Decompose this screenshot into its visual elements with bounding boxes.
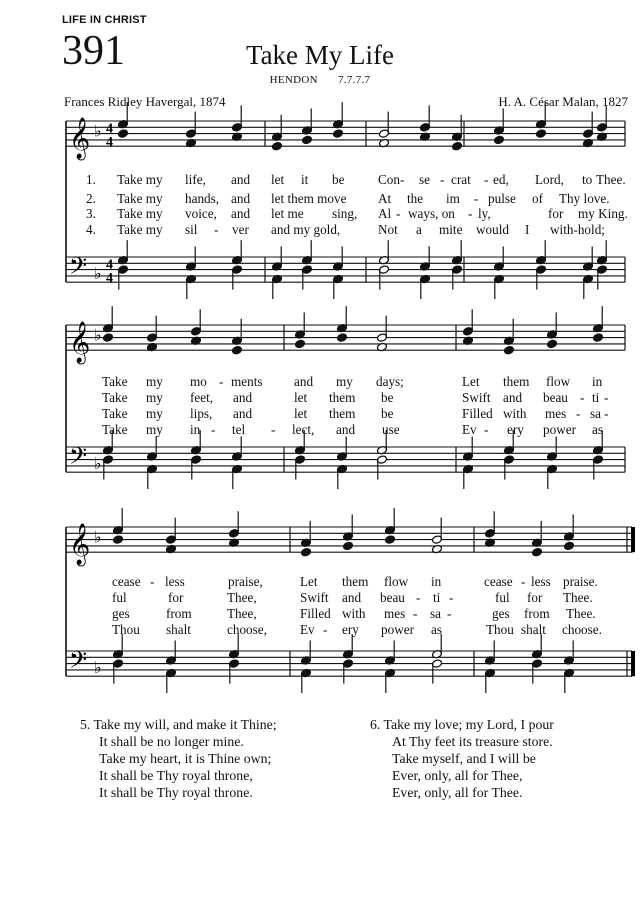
lyric-syllable: -: [484, 172, 489, 187]
music-composer: H. A. César Malan, 1827: [498, 94, 628, 109]
lyric-syllable: them: [329, 406, 356, 421]
lyric-syllable: ges: [112, 606, 130, 621]
final-barline: [631, 527, 635, 552]
lyric-syllable: power: [543, 422, 576, 437]
note-head: [118, 129, 129, 138]
lyric-syllable: my King.: [578, 206, 628, 221]
note-head: [564, 541, 575, 550]
verse-line: It shall be Thy royal throne.: [99, 785, 253, 800]
lyric-syllable: them: [329, 390, 356, 405]
lyric-syllable: Filled: [462, 406, 493, 421]
lyric-syllable: shalt: [166, 622, 191, 637]
final-barline: [631, 651, 635, 676]
lyric-syllable: Take: [102, 374, 128, 389]
lyric-syllable: let: [294, 390, 308, 405]
lyric-syllable: in: [431, 574, 442, 589]
lyric-syllable: -: [474, 191, 479, 206]
note-head: [232, 346, 243, 355]
lyric-syllable: less: [165, 574, 185, 589]
lyric-syllable: and: [294, 374, 314, 389]
lyric-syllable: feet,: [190, 390, 214, 405]
lyric-syllable: Con-: [378, 172, 405, 187]
lyric-syllable: Thee,: [227, 590, 257, 605]
verse-line: It shall be Thy royal throne,: [99, 768, 253, 783]
lyric-syllable: lips,: [190, 406, 213, 421]
lyric-syllable: Take: [102, 406, 128, 421]
lyric-syllable: -: [468, 206, 473, 221]
lyric-syllable: a: [416, 222, 422, 237]
lyric-syllable: less: [531, 574, 551, 589]
note-head: [295, 339, 306, 348]
lyric-syllable: as: [431, 622, 442, 637]
lyric-syllable: praise,: [228, 574, 263, 589]
lyric-syllable: -: [484, 422, 489, 437]
lyric-syllable: Swift: [300, 590, 329, 605]
lyric-syllable: -: [447, 606, 452, 621]
verse-line: Take myself, and I will be: [392, 751, 536, 766]
lyric-syllable: them: [342, 574, 369, 589]
lyric-syllable: ges: [492, 606, 510, 621]
lyric-syllable: crat: [451, 172, 471, 187]
lyric-syllable: it: [301, 172, 309, 187]
verse-line: Ever, only, all for Thee.: [392, 785, 523, 800]
lyric-syllable: ery: [507, 422, 524, 437]
lyric-syllable: tel: [232, 422, 246, 437]
bass-clef-icon: 𝄢: [69, 441, 88, 475]
lyric-syllable: -: [449, 590, 454, 605]
lyric-syllable: choose,: [227, 622, 267, 637]
verse-5: [80, 716, 277, 801]
lyric-syllable: and: [336, 422, 356, 437]
lyric-syllable: Let: [462, 374, 480, 389]
lyric-syllable: let me: [271, 206, 304, 221]
lyric-syllable: -: [521, 574, 526, 589]
lyric-syllable: and: [503, 390, 523, 405]
lyric-syllable: se: [419, 172, 430, 187]
lyric-syllable: voice,: [185, 206, 217, 221]
lyric-syllable: lect,: [292, 422, 315, 437]
flat-icon: ♭: [94, 527, 102, 547]
lyric-syllable: cease: [112, 574, 141, 589]
flat-icon: ♭: [94, 657, 102, 677]
lyric-syllable: Take: [102, 390, 128, 405]
note-head: [385, 535, 396, 544]
flat-icon: ♭: [94, 263, 102, 283]
lyric-syllable: ery: [342, 622, 359, 637]
note-head: [113, 535, 124, 544]
lyric-syllable: At: [378, 191, 392, 206]
lyric-syllable: I: [525, 222, 530, 237]
lyric-syllable: 2.: [86, 191, 96, 206]
lyric-syllable: of: [532, 191, 543, 206]
lyric-syllable: -: [323, 622, 328, 637]
note-head: [504, 346, 515, 355]
lyric-syllable: -: [150, 574, 155, 589]
note-head: [593, 333, 604, 342]
lyric-syllable: -: [604, 390, 609, 405]
hymn-title: Take My Life: [245, 40, 395, 70]
lyric-syllable: -: [416, 590, 421, 605]
bass-clef-icon: 𝄢: [69, 645, 88, 679]
lyric-syllable: my: [146, 406, 163, 421]
lyric-syllable: flow: [384, 574, 409, 589]
note-head: [536, 129, 547, 138]
lyric-syllable: power: [381, 622, 414, 637]
lyric-syllable: mes: [384, 606, 406, 621]
tune-name: HENDON: [269, 74, 318, 86]
note-head: [333, 129, 344, 138]
lyric-syllable: from: [166, 606, 192, 621]
lyric-syllable: let: [271, 172, 285, 187]
verse-line: Take my heart, it is Thine own;: [99, 751, 272, 766]
lyric-syllable: ti: [433, 590, 441, 605]
lyric-syllable: would: [476, 222, 509, 237]
lyric-syllable: and: [231, 191, 251, 206]
lyric-syllable: as: [592, 422, 603, 437]
note-head: [337, 333, 348, 342]
lyric-syllable: cease: [484, 574, 513, 589]
lyric-syllable: Al: [378, 206, 392, 221]
lyric-syllable: mo: [190, 374, 207, 389]
note-head: [272, 142, 283, 151]
verse-line: 5. Take my will, and make it Thine;: [80, 717, 277, 732]
lyric-syllable: ful: [112, 590, 127, 605]
lyric-syllable: hands,: [185, 191, 220, 206]
lyric-syllable: mes: [545, 406, 567, 421]
lyric-syllable: and: [231, 172, 251, 187]
lyric-syllable: ly,: [478, 206, 491, 221]
flat-icon: ♭: [94, 121, 102, 141]
flat-icon: ♭: [94, 325, 102, 345]
lyric-syllable: with: [503, 406, 527, 421]
verse-line: Ever, only, all for Thee,: [392, 768, 523, 783]
lyric-syllable: -: [604, 406, 609, 421]
lyric-syllable: Thee,: [227, 606, 257, 621]
lyric-syllable: Let: [300, 574, 318, 589]
note-head: [302, 135, 313, 144]
lyric-syllable: for: [548, 206, 564, 221]
time-signature-top: 4: [106, 121, 113, 137]
lyric-syllable: be: [381, 406, 394, 421]
lyric-syllable: with-hold;: [550, 222, 605, 237]
lyric-syllable: with: [342, 606, 366, 621]
lyric-syllable: -: [413, 606, 418, 621]
verse-line: At Thy feet its treasure store.: [392, 734, 553, 749]
lyric-syllable: 4.: [86, 222, 96, 237]
lyric-syllable: sil: [185, 222, 198, 237]
lyric-syllable: ti: [592, 390, 600, 405]
lyric-syllable: -: [576, 406, 581, 421]
time-signature-bottom: 4: [106, 135, 113, 151]
treble-clef-icon: 𝄞: [69, 118, 91, 160]
lyric-syllable: and: [342, 590, 362, 605]
bass-clef-icon: 𝄢: [69, 251, 88, 285]
lyric-syllable: mite: [439, 222, 463, 237]
lyric-syllable: Thy love.: [559, 191, 610, 206]
lyric-syllable: 1.: [86, 172, 96, 187]
section-heading: LIFE IN CHRIST: [62, 14, 147, 26]
note-head: [343, 541, 354, 550]
lyric-syllable: let: [294, 406, 308, 421]
lyric-syllable: Thou: [112, 622, 140, 637]
lyric-syllable: sing,: [332, 206, 358, 221]
lyric-syllable: Swift: [462, 390, 491, 405]
lyric-syllable: use: [382, 422, 400, 437]
lyric-syllable: the: [407, 191, 424, 206]
lyric-syllable: -: [271, 422, 276, 437]
lyric-syllable: Take my: [117, 191, 163, 206]
verse-line: 6. Take my love; my Lord, I pour: [370, 717, 554, 732]
lyric-syllable: Thee.: [596, 172, 626, 187]
lyric-syllable: Take: [102, 422, 128, 437]
note-head: [103, 333, 114, 342]
lyric-syllable: pulse: [488, 191, 516, 206]
lyric-syllable: days;: [376, 374, 404, 389]
time-signature-top: 4: [106, 257, 113, 273]
hymn-number: 391: [62, 28, 125, 74]
lyric-syllable: life,: [185, 172, 206, 187]
lyric-syllable: Take my: [117, 222, 163, 237]
lyric-syllable: flow: [546, 374, 571, 389]
lyric-syllable: for: [527, 590, 543, 605]
lyric-syllable: and: [233, 390, 253, 405]
lyric-syllable: -: [580, 390, 585, 405]
treble-clef-icon: 𝄞: [69, 322, 91, 364]
lyric-syllable: -: [211, 422, 216, 437]
lyric-syllable: sa: [430, 606, 441, 621]
lyric-syllable: beau: [543, 390, 568, 405]
lyric-syllable: 3.: [86, 206, 96, 221]
lyric-syllable: and: [233, 406, 253, 421]
lyric-syllable: to: [582, 172, 593, 187]
lyric-syllable: Lord,: [535, 172, 564, 187]
lyric-syllable: Thee.: [563, 590, 593, 605]
lyric-syllable: beau: [380, 590, 405, 605]
lyric-syllable: them: [503, 374, 530, 389]
verse-6: [370, 716, 554, 801]
verse-line: It shall be no longer mine.: [99, 734, 244, 749]
time-signature-bottom: 4: [106, 271, 113, 287]
lyric-syllable: -: [440, 172, 445, 187]
lyric-syllable: from: [524, 606, 550, 621]
lyric-syllable: ful: [495, 590, 510, 605]
lyric-syllable: ments: [231, 374, 263, 389]
lyric-syllable: -: [396, 206, 401, 221]
lyric-syllable: for: [168, 590, 184, 605]
lyric-syllable: Ev: [300, 622, 315, 637]
note-head: [532, 548, 543, 557]
lyric-syllable: Thou: [486, 622, 514, 637]
lyric-syllable: and my gold,: [271, 222, 341, 237]
lyric-syllable: Not: [378, 222, 398, 237]
lyric-syllable: ways, on: [408, 206, 455, 221]
meter: 7.7.7.7: [338, 74, 371, 86]
text-author: Frances Ridley Havergal, 1874: [64, 94, 226, 109]
lyric-syllable: -: [214, 222, 219, 237]
lyric-syllable: choose.: [562, 622, 602, 637]
lyric-syllable: in: [592, 374, 603, 389]
lyric-syllable: and: [231, 206, 251, 221]
lyric-syllable: shalt: [521, 622, 546, 637]
note-head: [452, 142, 463, 151]
lyric-syllable: Thee.: [566, 606, 596, 621]
lyric-syllable: my: [146, 422, 163, 437]
note-head: [547, 339, 558, 348]
lyric-syllable: my: [336, 374, 353, 389]
lyric-syllable: ed,: [493, 172, 509, 187]
lyric-syllable: my: [146, 374, 163, 389]
lyric-syllable: be: [332, 172, 345, 187]
treble-clef-icon: 𝄞: [69, 524, 91, 566]
note-head: [494, 135, 505, 144]
lyric-syllable: be: [381, 390, 394, 405]
lyric-syllable: im: [446, 191, 460, 206]
flat-icon: ♭: [94, 453, 102, 473]
lyric-syllable: my: [146, 390, 163, 405]
lyric-syllable: ver: [232, 222, 249, 237]
lyric-syllable: sa: [590, 406, 601, 421]
lyric-syllable: in: [190, 422, 201, 437]
lyric-syllable: Take my: [117, 206, 163, 221]
lyric-syllable: Ev: [462, 422, 477, 437]
lyric-syllable: Take my: [117, 172, 163, 187]
lyric-syllable: Filled: [300, 606, 331, 621]
note-head: [301, 548, 312, 557]
lyric-syllable: praise.: [563, 574, 598, 589]
lyric-syllable: -: [219, 374, 224, 389]
lyric-syllable: let them move: [271, 191, 347, 206]
